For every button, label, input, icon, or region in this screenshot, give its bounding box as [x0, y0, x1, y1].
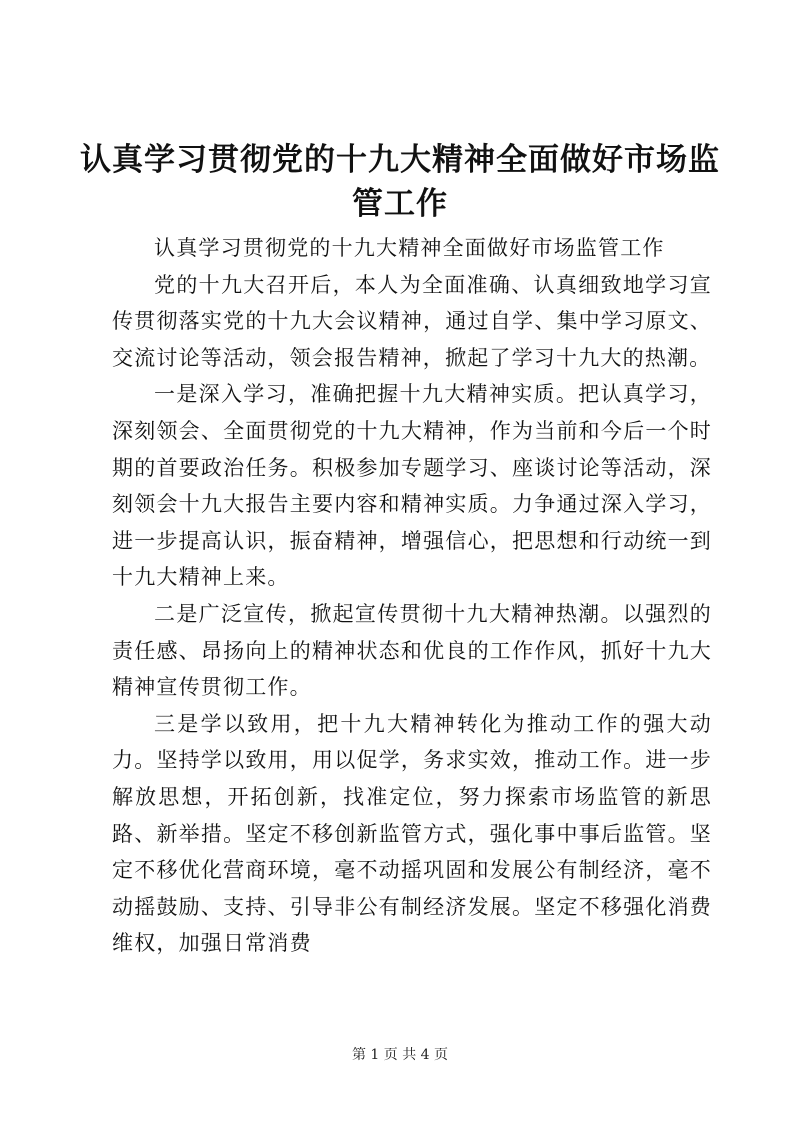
point-one-paragraph: 一是深入学习，准确把握十九大精神实质。把认真学习，深刻领会、全面贯彻党的十九大精神，作为当前和今后一个时期的首要政治任务。积极参加专题学习、座谈讨论等活动，深刻领会十九大报告主要内容和精神实质。力争通过深入学习，进一步提高认识，振奋精神，增强信心，把思想和行动统一到十九大精神上来。: [112, 382, 712, 590]
point-two-paragraph: 二是广泛宣传，掀起宣传贯彻十九大精神热潮。以强烈的责任感、昂扬向上的精神状态和优良的工作作风，抓好十九大精神宣传贯彻工作。: [112, 601, 712, 700]
document-title: 认真学习贯彻党的十九大精神全面做好市场监管工作: [80, 142, 720, 222]
point-three-paragraph: 三是学以致用，把十九大精神转化为推动工作的强大动力。坚持学以致用，用以促学，务求实效，推动工作。进一步解放思想，开拓创新，找准定位，努力探索市场监管的新思路、新举措。坚定不移创新监管方式，强化事中事后监管。坚定不移优化营商环境，毫不动摇巩固和发展公有制经济，毫不动摇鼓励、支持、引导非公有制经济发展。坚定不移强化消费维权，加强日常消费: [112, 711, 712, 956]
document-body: [112, 230, 712, 962]
page-number-footer: 第 1 页 共 4 页: [351, 1047, 449, 1063]
subtitle-paragraph: 认真学习贯彻党的十九大精神全面做好市场监管工作: [154, 236, 665, 260]
intro-paragraph: 党的十九大召开后，本人为全面准确、认真细致地学习宣传贯彻落实党的十九大会议精神，通过自学、集中学习原文、交流讨论等活动，领会报告精神，掀起了学习十九大的热潮。: [112, 272, 712, 370]
